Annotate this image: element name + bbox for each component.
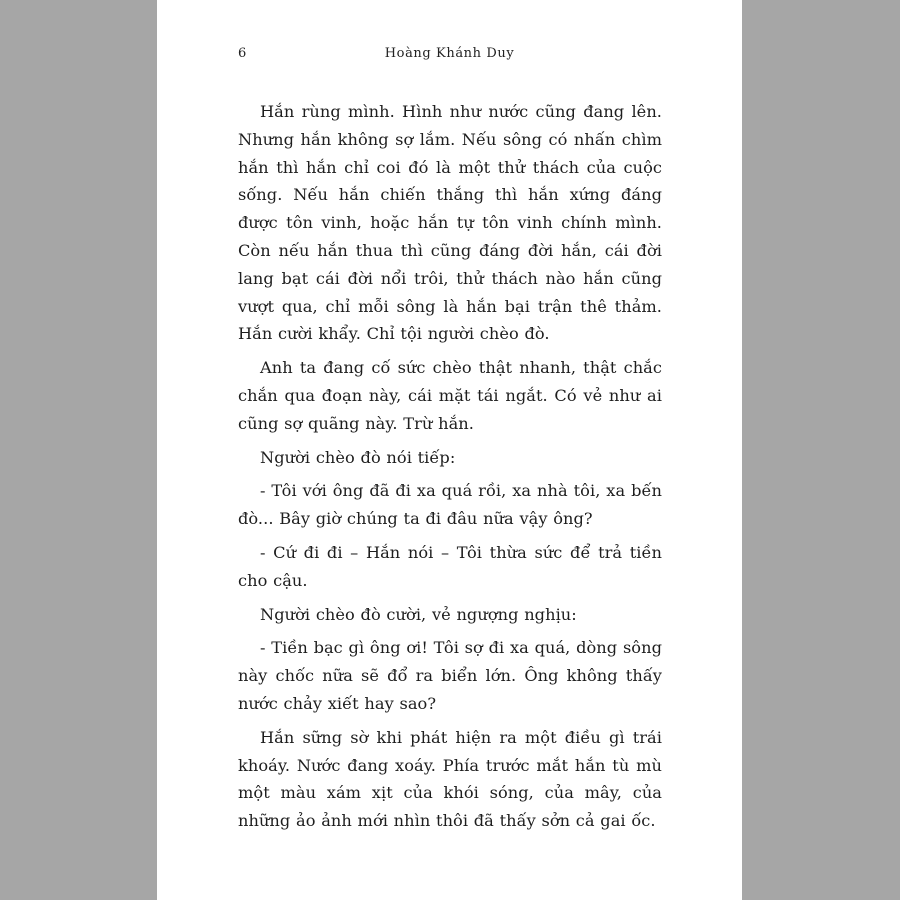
paragraph: Hắn sững sờ khi phát hiện ra một điều gì trái khoáy. Nước đang xoáy. Phía trước mắt hắn tù mù một màu xám xịt của khói sóng, của mây, của những ảo ảnh mới nhìn thôi đã thấy sởn cả gai ốc. — [238, 727, 662, 831]
paragraph: Người chèo đò nói tiếp: — [260, 447, 456, 467]
paragraph: - Tôi với ông đã đi xa quá rồi, xa nhà tôi, xa bến đò... Bây giờ chúng ta đi đâu nữa vậy ông? — [238, 481, 662, 529]
paragraph: Anh ta đang cố sức chèo thật nhanh, thật chắc chắn qua đoạn này, cái mặt tái ngắt. Có vẻ như ai cũng sợ quãng này. Trừ hắn. — [238, 358, 662, 433]
body-text — [238, 98, 662, 841]
book-page — [157, 0, 742, 900]
paragraph: Hắn rùng mình. Hình như nước cũng đang lên. Nhưng hắn không sợ lắm. Nếu sông có nhấn chìm hắn thì hắn chỉ coi đó là một thử thách của cuộc sống. Nếu hắn chiến thắng thì hắn xứng đáng được tôn vinh, hoặc hắn tự tôn vinh chính mình. Còn nếu hắn thua thì cũng đáng đời hắn, cái đời lang bạt cái đời nổi trôi, thử thách nào hắn cũng vượt qua, chỉ mỗi sông là hắn bại trận thê thảm. Hắn cười khẩy. Chỉ tội người chèo đò. — [238, 102, 662, 344]
running-header — [238, 46, 661, 66]
paragraph: Người chèo đò cười, vẻ ngượng nghịu: — [260, 604, 577, 624]
page-number: 6 — [238, 46, 247, 61]
author-name: Hoàng Khánh Duy — [384, 46, 515, 61]
paragraph: - Cứ đi đi – Hắn nói – Tôi thừa sức để trả tiền cho cậu. — [238, 542, 662, 590]
paragraph: - Tiền bạc gì ông ơi! Tôi sợ đi xa quá, dòng sông này chốc nữa sẽ đổ ra biển lớn. Ông không thấy nước chảy xiết hay sao? — [238, 638, 662, 713]
